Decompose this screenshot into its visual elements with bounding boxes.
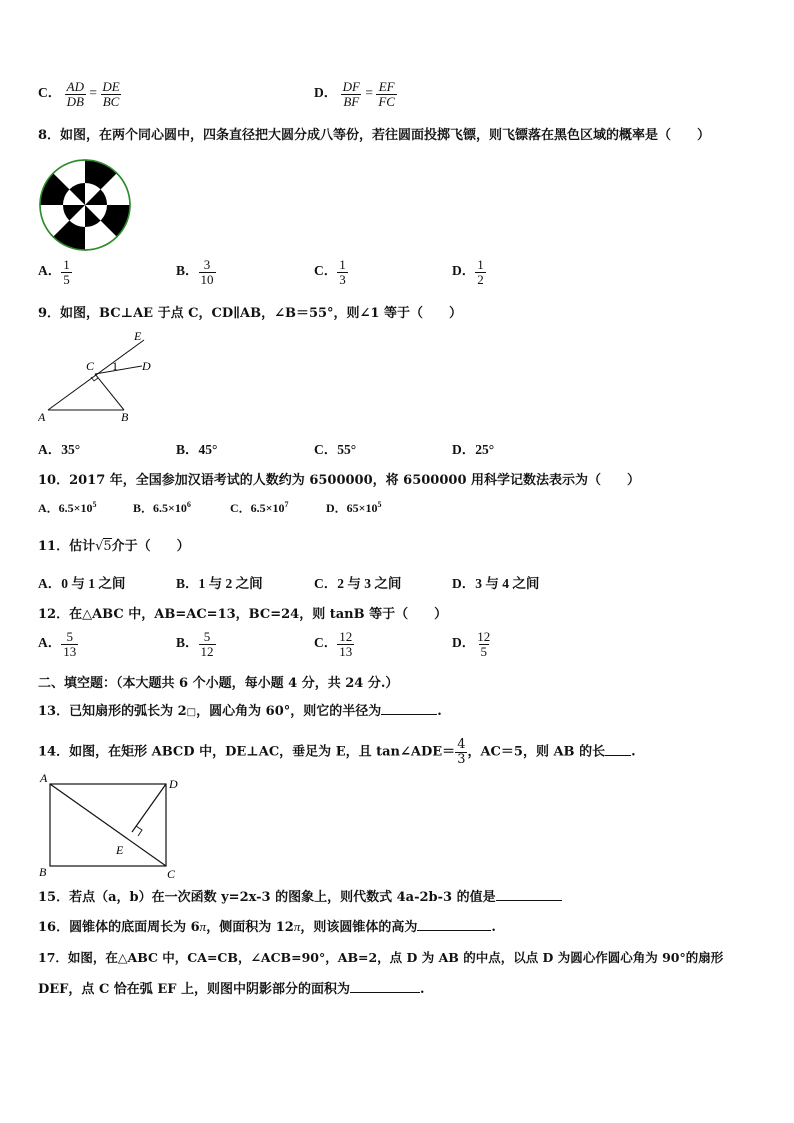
q9-label-a: A — [38, 410, 46, 424]
q7-d-fraction-1: $\frac{DF}{BF}$ — [342, 79, 360, 109]
q17-question-line2: DEF，点 C 恰在弧 EF 上，则图中阴影部分的面积为 . — [38, 982, 425, 997]
q9-option-b: B．45° — [176, 442, 218, 457]
q14-label-d: D — [169, 777, 178, 791]
q17-question-line1: 17．如图，在△ABC 中，CA=CB，∠ACB=90°，AB=2，点 D 为 AB 的中点，以点 D 为圆心作圆心角为 90°的扇形 — [38, 950, 724, 965]
q10-option-c: C．$6.5\times 10^7$ — [230, 500, 289, 515]
section-heading: 二、填空题：（本大题共 6 个小题，每小题 4 分，共 24 分.） — [38, 676, 399, 691]
q8-option-a: A． $\frac{1}{5}$ — [38, 257, 70, 287]
q14-label-e: E — [116, 843, 124, 857]
q11-option-a: A．0 与 1 之间 — [38, 576, 126, 591]
q8-option-b: B． $\frac{3}{10}$ — [176, 257, 214, 287]
q14-label-b: B — [39, 865, 47, 879]
q12-question-text: 12．在△ABC 中，AB=AC=13，BC=24，则 tanB 等于（ ） — [38, 607, 448, 622]
q13-question-text: 13．已知扇形的弧长为 2□，圆心角为 60°，则它的半径为 . — [38, 704, 442, 719]
q9-label-d: D — [142, 359, 151, 373]
q12-option-c: C． $\frac{12}{13}$ — [314, 629, 353, 659]
q14-label-a: A — [40, 772, 48, 785]
q11-option-b: B．1 与 2 之间 — [176, 576, 263, 591]
q14-question-text: 14．如图，在矩形 ABCD 中，DE⊥AC，垂足为 E，且 tan∠ADE＝ $\frac{4}{3}$ ，AC＝5，则 AB 的长 . — [38, 737, 636, 767]
q15-answer-blank[interactable] — [496, 888, 562, 901]
q9-option-d: D．25° — [452, 442, 495, 457]
q10-option-a: A．$6.5\times 10^5$ — [38, 500, 97, 515]
q7-c-fraction-1: $\frac{AD}{DB}$ — [66, 79, 84, 109]
q14-label-c: C — [167, 867, 176, 880]
q9-label-c: C — [86, 359, 95, 373]
q16-question-text: 16．圆锥体的底面周长为 6π，侧面积为 12π，则该圆锥体的高为 . — [38, 919, 496, 935]
q8-option-d: D． $\frac{1}{2}$ — [452, 257, 484, 287]
q9-geometry-figure — [38, 328, 168, 428]
q9-label-e: E — [134, 329, 142, 343]
q9-option-a: A．35° — [38, 442, 81, 457]
q9-question-text: 9．如图，BC⊥AE 于点 C，CD∥AB，∠B＝55°，则∠1 等于（ ） — [38, 306, 463, 321]
q11-option-d: D．3 与 4 之间 — [452, 576, 540, 591]
q12-option-a: A． $\frac{5}{13}$ — [38, 629, 77, 659]
q7-option-d: D． $\frac{DF}{BF}$ = $\frac{EF}{FC}$ — [314, 79, 395, 109]
q14-answer-blank[interactable] — [605, 743, 631, 756]
q7-d-fraction-2: $\frac{EF}{FC}$ — [378, 79, 395, 109]
q11-option-c: C．2 与 3 之间 — [314, 576, 402, 591]
q8-option-c: C． $\frac{1}{3}$ — [314, 257, 346, 287]
q17-answer-blank[interactable] — [350, 980, 420, 993]
q10-option-b: B．$6.5\times 10^6$ — [133, 500, 191, 515]
q7-c-fraction-2: $\frac{DE}{BC}$ — [102, 79, 120, 109]
q12-option-b: B． $\frac{5}{12}$ — [176, 629, 214, 659]
q9-angle-label: 1 — [112, 359, 118, 373]
q15-question-text: 15．若点（a，b）在一次函数 y=2x-3 的图象上，则代数式 4a-2b-3 的值是 — [38, 886, 562, 905]
q9-option-c: C．55° — [314, 442, 357, 457]
q10-question-text: 10．2017 年，全国参加汉语考试的人数约为 6500000，将 6500000 用科学记数法表示为（ ） — [38, 473, 641, 488]
q14-rectangle-figure — [36, 772, 186, 880]
q11-question-text: 11．估计√5介于（ ） — [38, 539, 190, 554]
q8-question-text: 8．如图，在两个同心圆中，四条直径把大圆分成八等份，若往圆面投掷飞镖，则飞镖落在黑色区域的概率是（ ） — [38, 128, 711, 143]
q8-dartboard-figure — [38, 158, 132, 252]
q7-option-c: C． $\frac{AD}{DB}$ = $\frac{DE}{BC}$ — [38, 79, 120, 109]
q13-answer-blank[interactable] — [381, 702, 437, 715]
q9-label-b: B — [121, 410, 129, 424]
q12-option-d: D． $\frac{12}{5}$ — [452, 629, 491, 659]
q10-option-d: D．$65\times 10^5$ — [326, 500, 382, 515]
q16-answer-blank[interactable] — [417, 918, 491, 931]
